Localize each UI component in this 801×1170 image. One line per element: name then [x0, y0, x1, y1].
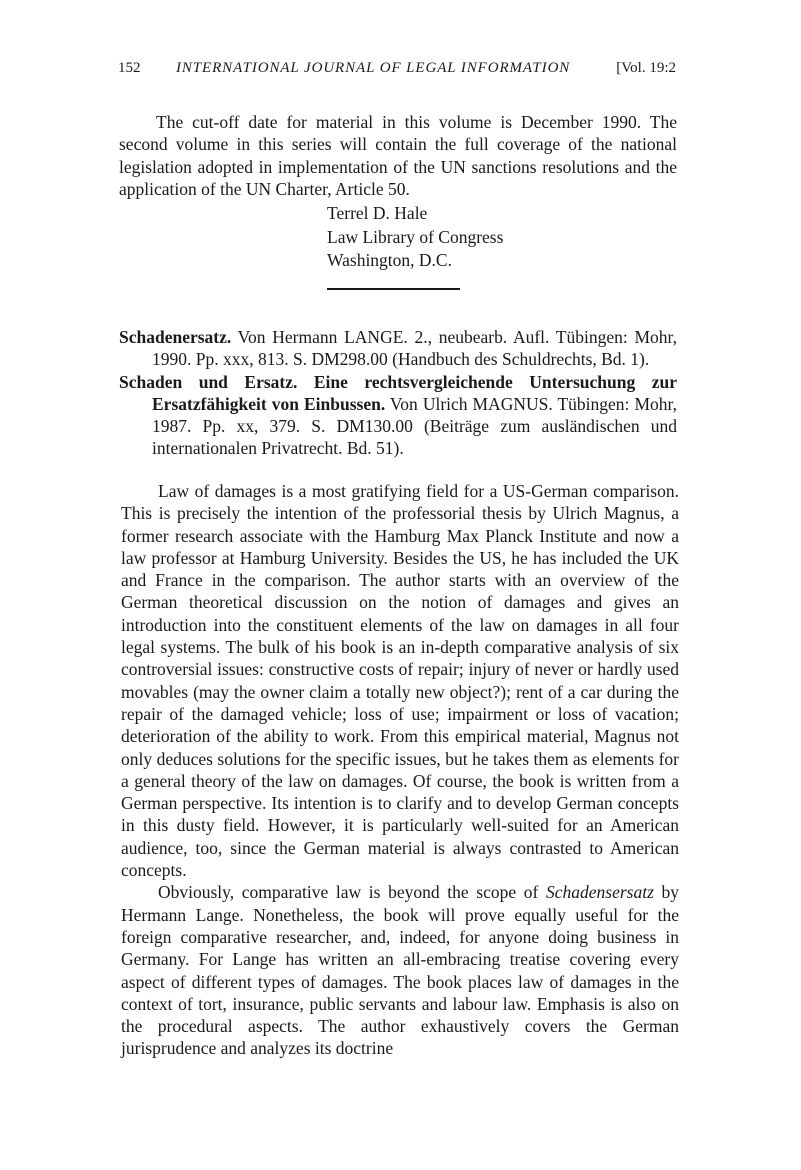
page-number: 152: [118, 60, 141, 76]
signature-location: Washington, D.C.: [327, 250, 452, 270]
reference-details: Von Hermann LANGE. 2., neubearb. Aufl. Tübingen: Mohr, 1990. Pp. xxx, 813. S. DM298.00 (Handbuch des Schuldrechts, Bd. 1).: [152, 327, 677, 370]
intro-section: [119, 111, 677, 200]
reference-entry: [119, 326, 677, 371]
review-body: [121, 480, 679, 1060]
review-text: Obviously, comparative law is beyond the scope of: [158, 882, 546, 903]
reference-details: Von Ulrich MAGNUS. Tübingen: Mohr, 1987. Pp. xx, 379. S. DM130.00 (Beiträge zum ausländischen und internationalen Privatrecht. Bd. 51).: [152, 393, 678, 459]
intro-paragraph: The cut-off date for material in this volume is December 1990. The second volume in this series will contain the full coverage of the national legislation adopted in implementation of the UN sanctions resolutions and the application of the UN Charter, Article 50.: [119, 112, 677, 199]
signature-institution: Law Library of Congress: [327, 226, 504, 247]
reference-entry: [119, 371, 677, 460]
section-divider: [327, 288, 460, 290]
signature-name: Terrel D. Hale: [327, 203, 428, 223]
review-paragraph: [121, 881, 679, 1059]
volume-label: [Vol. 19:2: [616, 60, 676, 76]
running-header: [118, 57, 676, 79]
reference-title: Schaden und Ersatz. Eine rechtsvergleichende Untersuchung zur Ersatzfähigkeit von Einbussen.: [119, 371, 677, 414]
signature-block: [327, 202, 503, 273]
journal-title: INTERNATIONAL JOURNAL OF LEGAL INFORMATION: [176, 60, 571, 76]
review-paragraph: Law of damages is a most gratifying field for a US-German comparison. This is precisely the intention of the professorial thesis by Ulrich Magnus, a former research associate with the Hamburg Max Planck Institute and now a law professor at Hamburg University. Besides the US, he has included the UK and France in the comparison. The author starts with an overview of the German theoretical discussion on the notion of damages and gives an introduction into the constituent elements of the law on damages in all four legal systems. The bulk of his book is an in-depth comparative analysis of six controversial issues: constructive costs of repair; injury of never or hardly used movables (may the owner claim a totally new object?); rent of a car during the repair of the damaged vehicle; loss of use; impairment or loss of vacation; deterioration of the ability to work. From this empirical material, Magnus not only deduces solutions for the specific issues, but he takes them as elements for a general theory of the law on damages. Of course, the book is written from a German perspective. Its intention is to clarify and to develop German concepts in this dusty field. However, it is particularly well-suited for an American audience, too, since the German material is always contrasted to American concepts.: [121, 481, 679, 881]
reference-list: [119, 326, 677, 460]
review-text: by Hermann Lange. Nonetheless, the book will prove equally useful for the foreign comparative researcher, and, indeed, for anyone doing business in Germany. For Lange has written an all-embracing treatise covering every aspect of different types of damages. The book places law of damages in the context of tort, insurance, public servants and labour law. Emphasis is also on the procedural aspects. The author exhaustively covers the German jurisprudence and analyzes its doctrine: [121, 882, 680, 1059]
reference-title: Schadenersatz.: [119, 327, 232, 347]
book-title-italic: Schadensersatz: [545, 882, 654, 903]
